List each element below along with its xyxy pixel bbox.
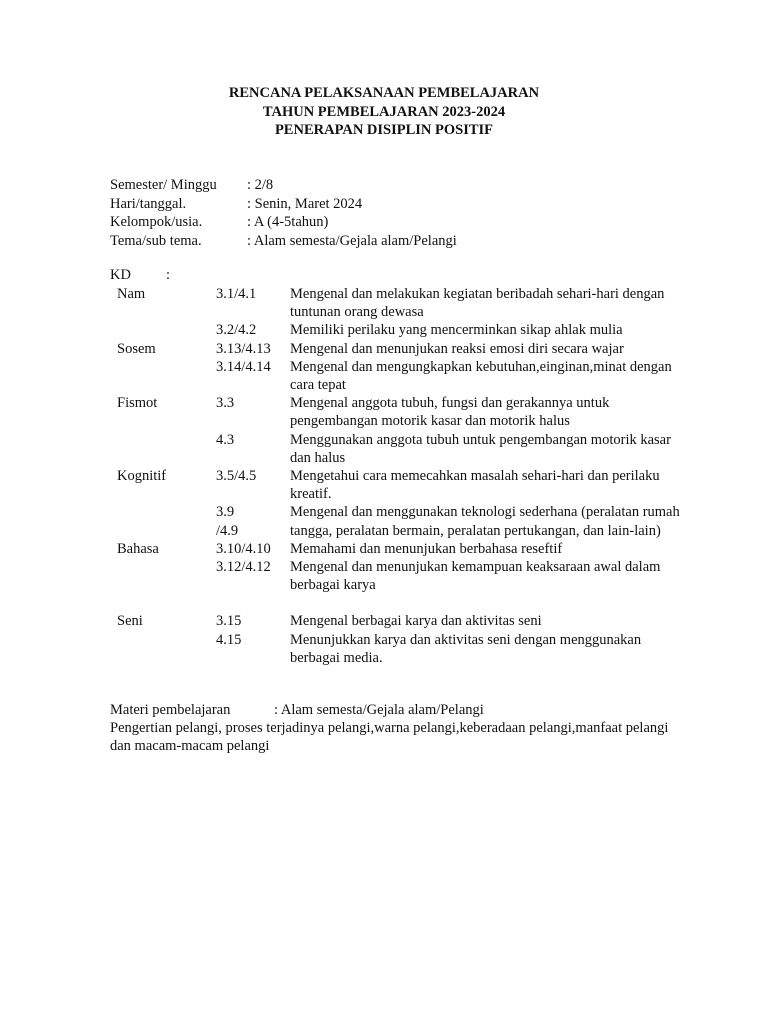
kd-row — [110, 558, 690, 594]
kd-code: 3.12/4.12 — [216, 559, 271, 576]
kd-row — [110, 467, 690, 503]
kd-area: Fismot — [117, 395, 158, 412]
kd-row — [110, 503, 690, 539]
kd-row — [110, 394, 690, 430]
title-line-2: TAHUN PEMBELAJARAN 2023-2024 — [262, 103, 506, 120]
info-value: : 2/8 — [247, 177, 274, 193]
kd-code: 3.5/4.5 — [216, 468, 257, 485]
info-value: : Alam semesta/Gejala alam/Pelangi — [247, 232, 457, 249]
kd-area: Kognitif — [117, 468, 167, 485]
info-row-theme — [110, 232, 457, 251]
kd-desc: Mengenal dan melakukan kegiatan beribadah sehari-hari dengan tuntunan orang dewasa — [290, 286, 665, 321]
kd-row — [110, 321, 690, 339]
materi-block — [110, 701, 680, 756]
kd-desc: Mengenal dan mengungkapkan kebutuhan,einginan,minat dengan cara tepat — [290, 358, 672, 394]
kd-heading — [110, 266, 170, 284]
title-line-3: PENERAPAN DISIPLIN POSITIF — [274, 122, 494, 138]
kd-area: Bahasa — [117, 540, 159, 557]
kd-desc: Mengenal anggota tubuh, fungsi dan gerakannya untuk pengembangan motorik kasar dan motorik halus — [290, 395, 610, 430]
kd-code: 4.3 — [216, 431, 235, 448]
kd-row — [110, 285, 690, 321]
document-title — [0, 84, 768, 140]
info-label: Hari/tanggal. — [110, 195, 187, 212]
kd-row — [110, 631, 690, 667]
info-value: : Senin, Maret 2024 — [247, 195, 363, 212]
kd-table — [110, 285, 690, 667]
kd-code: 3.15 — [216, 613, 242, 630]
kd-code: 3.10/4.10 — [216, 540, 271, 557]
kd-area: Seni — [117, 613, 143, 630]
kd-code: 3.13/4.13 — [216, 340, 271, 357]
info-row-date — [110, 195, 457, 214]
materi-value: : Alam semesta/Gejala alam/Pelangi — [274, 702, 484, 718]
kd-code: 3.9 /4.9 — [216, 504, 239, 539]
kd-desc: Memahami dan menunjukan berbahasa reseftif — [290, 540, 563, 557]
kd-desc: Mengenal dan menunjukan reaksi emosi diri secara wajar — [290, 340, 624, 357]
kd-colon: : — [165, 267, 170, 283]
kd-desc: Memiliki perilaku yang mencerminkan sikap ahlak mulia — [290, 322, 623, 339]
kd-desc: Mengetahui cara memecahkan masalah sehari-hari dan perilaku kreatif. — [290, 468, 660, 503]
kd-label: KD — [110, 267, 131, 283]
kd-row — [110, 358, 690, 394]
info-value: : A (4-5tahun) — [247, 214, 329, 230]
materi-row — [110, 701, 680, 719]
kd-area: Nam — [117, 286, 146, 302]
kd-area: Sosem — [117, 340, 156, 357]
info-row-semester — [110, 176, 457, 195]
info-label: Semester/ Minggu — [110, 177, 217, 193]
materi-label: Materi pembelajaran — [110, 702, 231, 718]
kd-desc: Mengenal dan menggunakan teknologi sederhana (peralatan rumah tangga, peralatan bermain, peralatan pertukangan, dan lain-lain) — [290, 504, 680, 539]
kd-desc: Mengenal dan menunjukan kemampuan keaksaraan awal dalam berbagai karya — [290, 559, 661, 594]
kd-row — [110, 612, 690, 630]
materi-text: Pengertian pelangi, proses terjadinya pelangi,warna pelangi,keberadaan pelangi,manfaat pelangi dan macam-macam pelangi — [110, 720, 669, 755]
info-row-group — [110, 213, 457, 232]
kd-code: 3.2/4.2 — [216, 322, 257, 339]
kd-code: 3.1/4.1 — [216, 286, 257, 302]
info-label: Tema/sub tema. — [110, 232, 202, 249]
spacer — [110, 594, 690, 612]
kd-code: 3.3 — [216, 395, 235, 412]
kd-desc: Mengenal berbagai karya dan aktivitas seni — [290, 613, 542, 630]
title-line-1: RENCANA PELAKSANAAN PEMBELAJARAN — [228, 85, 540, 101]
info-label: Kelompok/usia. — [110, 214, 203, 230]
kd-code: 3.14/4.14 — [216, 358, 271, 375]
kd-row — [110, 431, 690, 467]
kd-row — [110, 340, 690, 358]
kd-code: 4.15 — [216, 631, 242, 648]
kd-desc: Menggunakan anggota tubuh untuk pengembangan motorik kasar dan halus — [290, 431, 671, 466]
kd-row — [110, 540, 690, 558]
info-block — [110, 176, 457, 250]
kd-desc: Menunjukkan karya dan aktivitas seni dengan menggunakan berbagai media. — [290, 631, 642, 666]
